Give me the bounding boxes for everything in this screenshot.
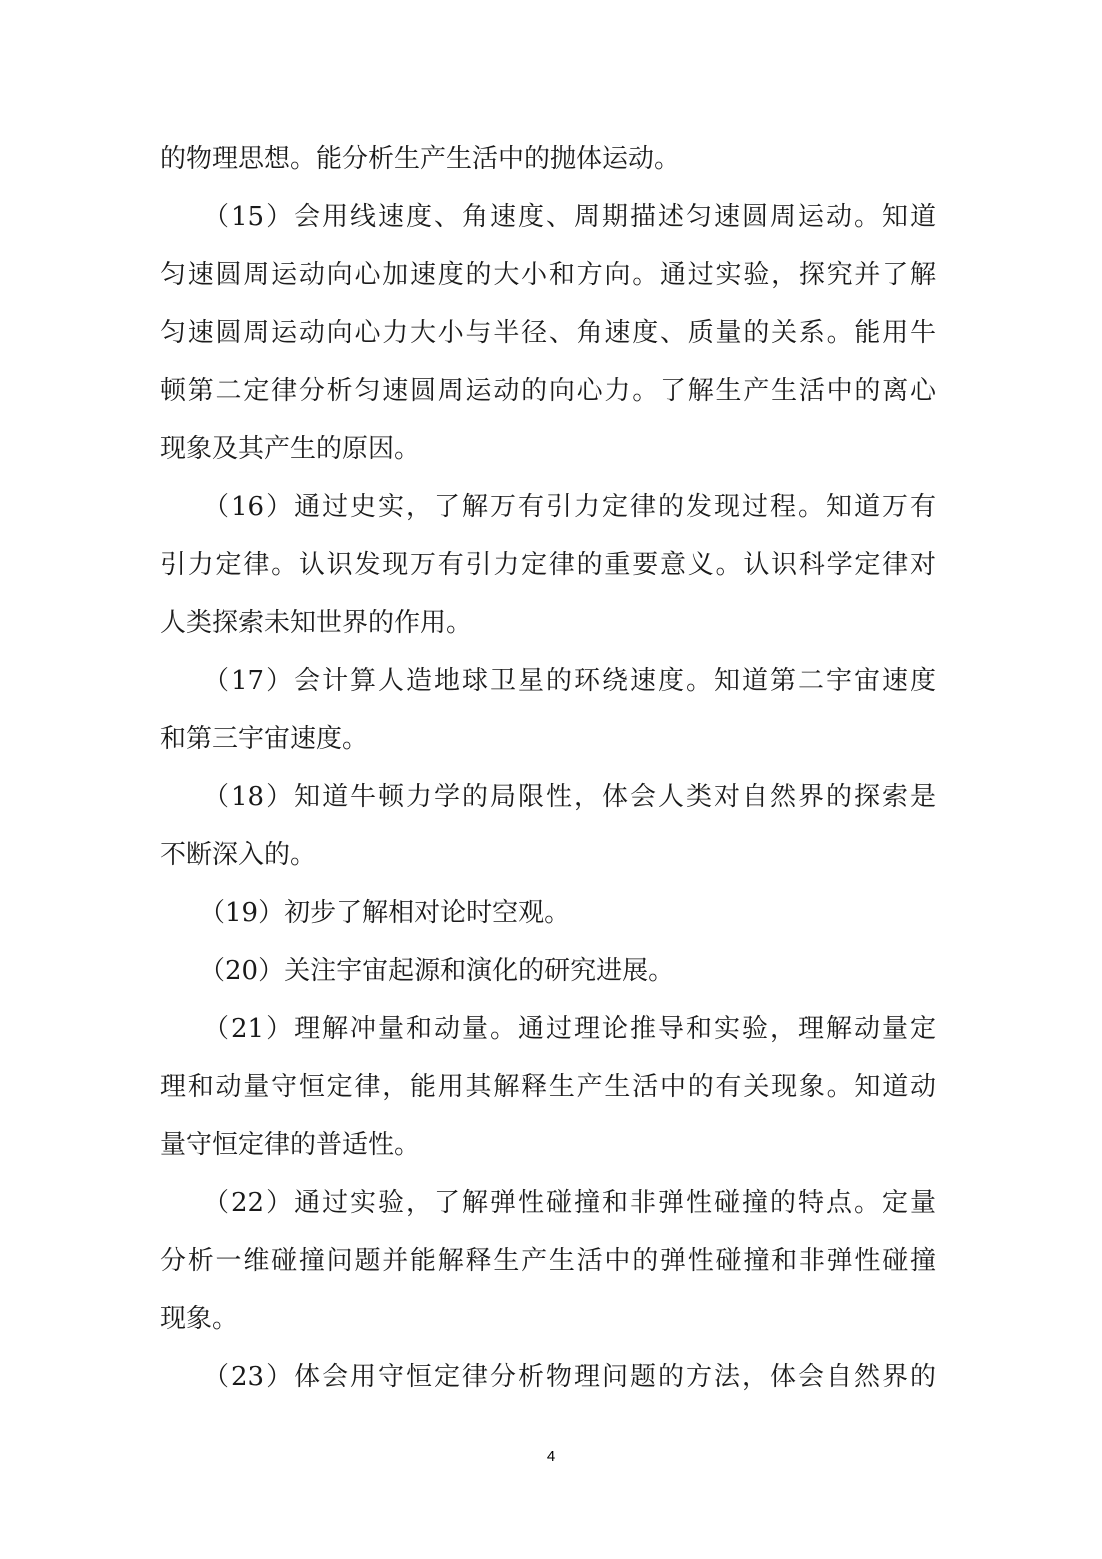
text-line: （23）体会用守恒定律分析物理问题的方法，体会自然界的 (160, 1362, 936, 1392)
text-line: （18）知道牛顿力学的局限性，体会人类对自然界的探索是 (160, 782, 936, 812)
text-line: 理和动量守恒定律，能用其解释生产生活中的有关现象。知道动 (160, 1072, 936, 1102)
text-line: 匀速圆周运动向心加速度的大小和方向。通过实验，探究并了解 (160, 260, 936, 290)
text-line: （20）关注宇宙起源和演化的研究进展。 (160, 956, 675, 986)
text-line: （22）通过实验，了解弹性碰撞和非弹性碰撞的特点。定量 (160, 1188, 936, 1218)
text-line: 的物理思想。能分析生产生活中的抛体运动。 (160, 144, 681, 174)
text-line: 和第三宇宙速度。 (160, 724, 369, 754)
text-line: （17）会计算人造地球卫星的环绕速度。知道第二宇宙速度 (160, 666, 936, 696)
page-number: 4 (546, 1448, 556, 1465)
text-line: 引力定律。认识发现万有引力定律的重要意义。认识科学定律对 (160, 550, 936, 580)
text-line: （15）会用线速度、角速度、周期描述匀速圆周运动。知道 (160, 202, 936, 232)
text-line: 现象及其产生的原因。 (160, 434, 421, 464)
text-line: （19）初步了解相对论时空观。 (160, 898, 571, 928)
text-line: 不断深入的。 (160, 840, 317, 870)
text-line: 量守恒定律的普适性。 (160, 1130, 421, 1160)
text-line: 顿第二定律分析匀速圆周运动的向心力。了解生产生活中的离心 (160, 376, 936, 406)
text-line: 现象。 (160, 1304, 239, 1334)
text-line: （21）理解冲量和动量。通过理论推导和实验，理解动量定 (160, 1014, 936, 1044)
text-line: 分析一维碰撞问题并能解释生产生活中的弹性碰撞和非弹性碰撞 (160, 1246, 936, 1276)
text-line: 匀速圆周运动向心力大小与半径、角速度、质量的关系。能用牛 (160, 318, 936, 348)
text-line: （16）通过史实，了解万有引力定律的发现过程。知道万有 (160, 492, 936, 522)
text-line: 人类探索未知世界的作用。 (160, 608, 473, 638)
document-body (160, 130, 936, 1406)
